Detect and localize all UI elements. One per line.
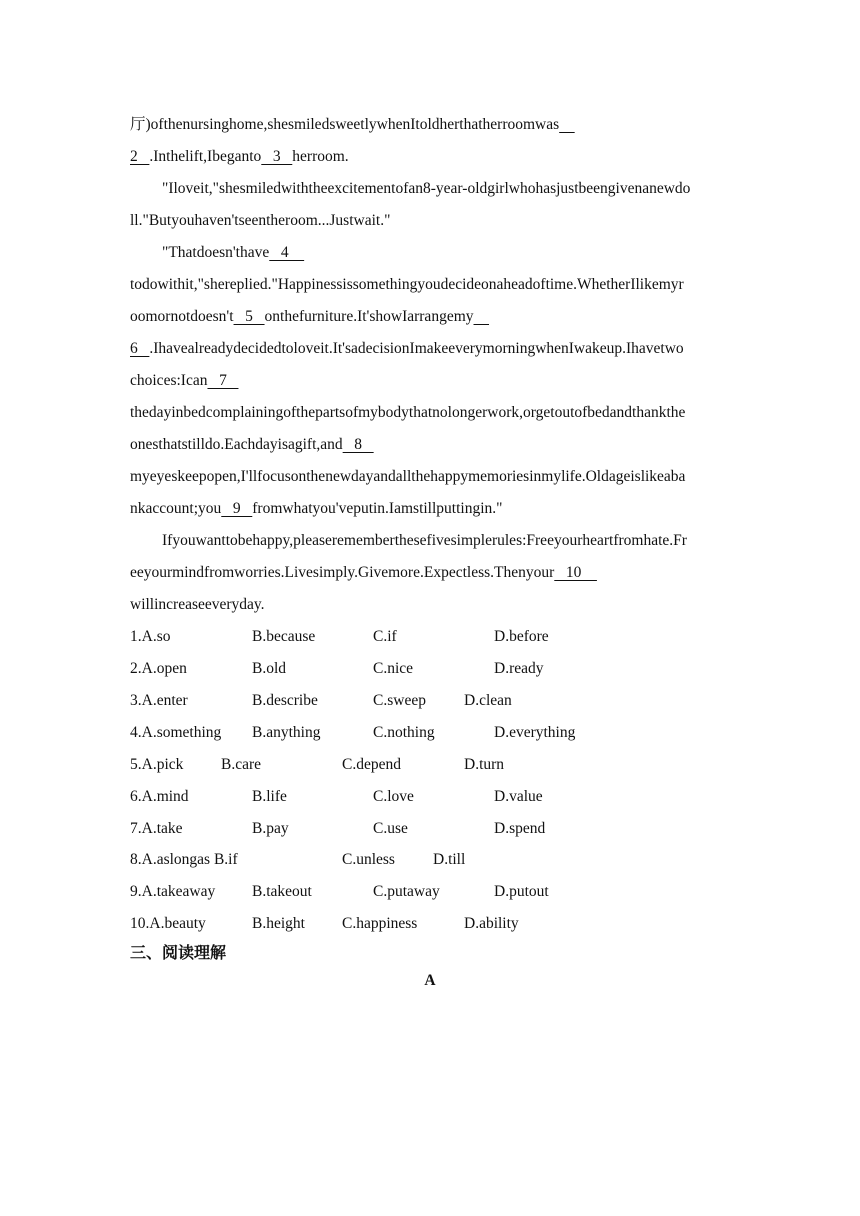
option-4-d: D.everything [494, 724, 576, 741]
text: choices:Ican [130, 372, 208, 389]
blank-8: 8 [342, 436, 374, 453]
text: .Ihavealreadydecidedtoloveit.It'sadecisionImakeeverymorningwhenIwakeup.Ihavetwo [149, 340, 684, 357]
option-7-c: C.use [373, 820, 408, 837]
option-6-a: 6.A.mind [130, 788, 189, 805]
blank-9: 9 [221, 500, 253, 517]
passage-line: myeyeskeepopen,I'llfocusonthenewdayandallthehappymemoriesinmylife.Oldageislikeaba [130, 468, 686, 485]
passage-line [130, 339, 684, 359]
passage-line: "Iloveit,"shesmiledwiththeexcitementofan8-year-oldgirlwhohasjustbeengivenanewdo [162, 180, 691, 197]
passage-line: thedayinbedcomplainingofthepartsofmybodythatnolongerwork,orgetoutofbedandthankthe [130, 404, 686, 421]
text: herroom. [292, 148, 349, 165]
option-4-c: C.nothing [373, 724, 435, 741]
option-3-b: B.describe [252, 692, 318, 709]
passage-line [130, 147, 349, 167]
text: onthefurniture.It'showIarrangemy [264, 308, 474, 325]
option-6-c: C.love [373, 788, 414, 805]
section-heading: 三、阅读理解 [130, 943, 227, 962]
option-5-a: 5.A.pick [130, 756, 184, 773]
text: nkaccount;you [130, 500, 222, 517]
option-4-b: B.anything [252, 724, 321, 741]
option-2-b: B.old [252, 660, 287, 677]
option-4-a: 4.A.something [130, 724, 222, 741]
passage-line: todowithit,"shereplied."Happinessissomethingyoudecideonaheadoftime.WhetherIlikemyr [130, 276, 684, 293]
option-5-b: B.care [221, 756, 262, 773]
text: fromwhatyou'veputin.Iamstillputtingin." [252, 500, 503, 517]
text: eeyourmindfromworries.Livesimply.Givemore.Expectless.Thenyour [130, 564, 555, 581]
option-10-a: 10.A.beauty [130, 915, 206, 932]
option-1-d: D.before [494, 628, 549, 645]
blank-6: 6 [130, 340, 150, 357]
text: "Thatdoesn'thave [162, 244, 270, 261]
passage-line [130, 435, 374, 455]
text: onesthatstilldo.Eachdayisagift,and [130, 436, 343, 453]
option-6-b: B.life [252, 788, 287, 805]
passage-line [130, 307, 489, 327]
option-9-a: 9.A.takeaway [130, 883, 216, 900]
blank [474, 307, 490, 327]
option-7-b: B.pay [252, 820, 289, 837]
passage-line [162, 243, 304, 263]
passage-line [130, 499, 502, 519]
option-3-d: D.clean [464, 692, 512, 709]
text: oomornotdoesn't [130, 308, 234, 325]
option-3-c: C.sweep [373, 692, 426, 709]
option-9-d: D.putout [494, 883, 549, 900]
option-7-d: D.spend [494, 820, 546, 837]
blank-10: 10 [554, 564, 597, 581]
passage-line: ll."Butyouhaven'tseentheroom...Justwait." [130, 212, 391, 229]
option-8-ab: 8.A.aslongas B.if [130, 851, 238, 868]
option-1-b: B.because [252, 628, 316, 645]
passage-line [130, 563, 597, 583]
option-8-d: D.till [433, 851, 466, 868]
option-1-c: C.if [373, 628, 397, 645]
option-2-a: 2.A.open [130, 660, 187, 677]
option-10-b: B.height [252, 915, 305, 932]
option-2-d: D.ready [494, 660, 544, 677]
option-7-a: 7.A.take [130, 820, 183, 837]
blank-3: 3 [261, 148, 293, 165]
blank-7: 7 [207, 372, 239, 389]
passage-line [130, 371, 238, 391]
option-3-a: 3.A.enter [130, 692, 188, 709]
blank-4: 4 [269, 244, 305, 261]
text: .Inthelift,Ibeganto [149, 148, 262, 165]
blank [559, 115, 575, 135]
blank-5: 5 [233, 308, 265, 325]
passage-line: willincreaseeveryday. [130, 596, 265, 613]
passage-line: Ifyouwanttobehappy,pleaserememberthesefivesimplerules:Freeyourheartfromhate.Fr [162, 532, 687, 549]
option-10-d: D.ability [464, 915, 519, 932]
option-9-b: B.takeout [252, 883, 312, 900]
option-8-c: C.unless [342, 851, 395, 868]
option-2-c: C.nice [373, 660, 414, 677]
blank-2: 2 [130, 148, 150, 165]
text: 厅)ofthenursinghome,shesmiledsweetlywhenItoldherthatherroomwas [130, 116, 560, 133]
option-5-c: C.depend [342, 756, 401, 773]
option-6-d: D.value [494, 788, 543, 805]
option-1-a: 1.A.so [130, 628, 171, 645]
passage-letter-heading: A [424, 972, 436, 989]
option-5-d: D.turn [464, 756, 505, 773]
option-10-c: C.happiness [342, 915, 418, 932]
option-9-c: C.putaway [373, 883, 440, 900]
passage-line [130, 115, 575, 135]
